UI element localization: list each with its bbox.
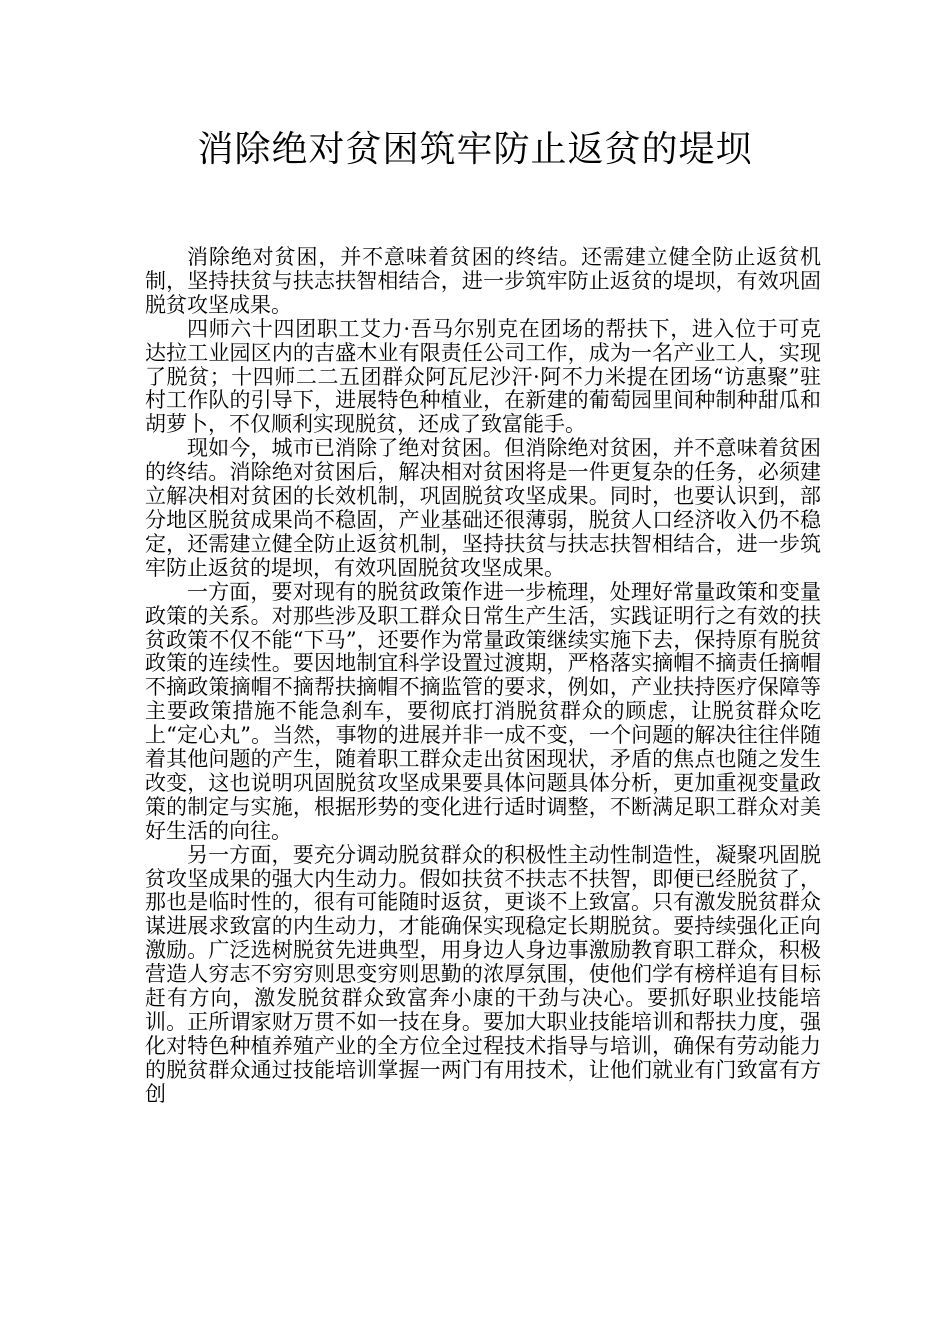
paragraph: 现如今，城市已消除了绝对贫困。但消除绝对贫困，并不意味着贫困的终结。消除绝对贫困后，解决相对贫困将是一件更复杂的任务，必须建立解决相对贫困的长效机制，巩固脱贫攻坚成果。同时，也要认识到，部分地区脱贫成果尚不稳固，产业基础还很薄弱，脱贫人口经济收入仍不稳定，还需建立健全防止返贫机制，坚持扶贫与扶志扶智相结合，进一步筑牢防止返贫的堤坝，有效巩固脱贫攻坚成果。 [145, 436, 821, 580]
document-body [145, 246, 821, 1107]
document-title: 消除绝对贫困筑牢防止返贫的堤坝 [197, 129, 753, 170]
paragraph: 一方面，要对现有的脱贫政策作进一步梳理，处理好常量政策和变量政策的关系。对那些涉及职工群众日常生产生活，实践证明行之有效的扶贫政策不仅不能“下马”，还要作为常量政策继续实施下去，保持原有脱贫政策的连续性。要因地制宜科学设置过渡期，严格落实摘帽不摘责任摘帽不摘政策摘帽不摘帮扶摘帽不摘监管的要求，例如，产业扶持医疗保障等主要政策措施不能急刹车，要彻底打消脱贫群众的顾虑，让脱贫群众吃上“定心丸”。当然，事物的进展并非一成不变，一个问题的解决往往伴随着其他问题的产生，随着职工群众走出贫困现状，矛盾的焦点也随之发生改变，这也说明巩固脱贫攻坚成果要具体问题具体分析，更加重视变量政策的制定与实施，根据形势的变化进行适时调整，不断满足职工群众对美好生活的向往。 [145, 579, 821, 843]
paragraph: 消除绝对贫困，并不意味着贫困的终结。还需建立健全防止返贫机制，坚持扶贫与扶志扶智相结合，进一步筑牢防止返贫的堤坝，有效巩固脱贫攻坚成果。 [145, 245, 821, 317]
paragraph: 四师六十四团职工艾力·吾马尔别克在团场的帮扶下，进入位于可克达拉工业园区内的吉盛木业有限责任公司工作，成为一名产业工人，实现了脱贫；十四师二二五团群众阿瓦尼沙汗·阿不力米提在团场“访惠聚”驻村工作队的引导下，进展特色种植业，在新建的葡萄园里间种制种甜瓜和胡萝卜，不仅顺利实现脱贫，还成了致富能手。 [145, 316, 821, 437]
paragraph: 另一方面，要充分调动脱贫群众的积极性主动性制造性，凝聚巩固脱贫攻坚成果的强大内生动力。假如扶贫不扶志不扶智，即便已经脱贫了，那也是临时性的，很有可能随时返贫，更谈不上致富。只有激发脱贫群众谋进展求致富的内生动力，才能确保实现稳定长期脱贫。要持续强化正向激励。广泛选树脱贫先进典型，用身边人身边事激励教育职工群众，积极营造人穷志不穷穷则思变穷则思勤的浓厚氛围，使他们学有榜样追有目标赶有方向，激发脱贫群众致富奔小康的干劲与决心。要抓好职业技能培训。正所谓家财万贯不如一技在身。要加大职业技能培训和帮扶力度，强化对特色种植养殖产业的全方位全过程技术指导与培训，确保有劳动能力的脱贫群众通过技能培训掌握一两门有用技术，让他们就业有门致富有方创 [145, 842, 821, 1106]
